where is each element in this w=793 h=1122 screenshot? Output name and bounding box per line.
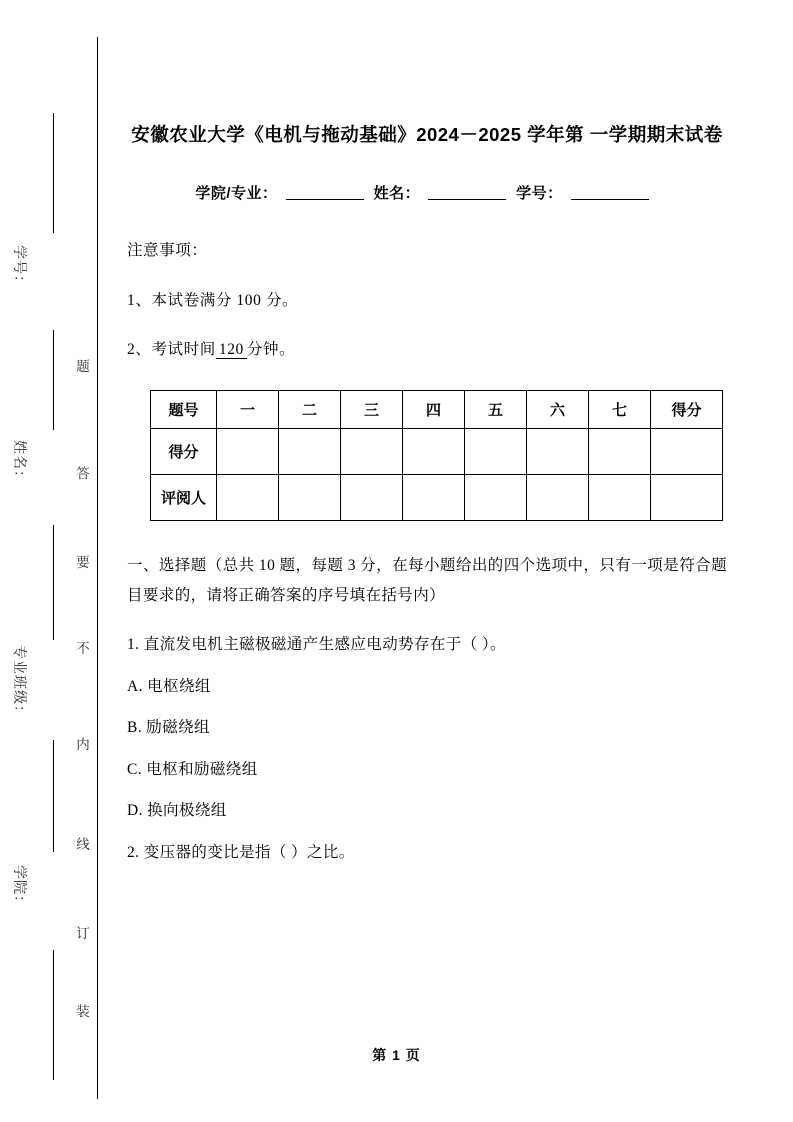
page-title-line-1: 安徽农业大学《电机与拖动基础》2024－2025 学年第 bbox=[131, 124, 585, 145]
score-entry-total-cell[interactable] bbox=[651, 428, 723, 474]
reviewer-entry-cell[interactable] bbox=[465, 474, 527, 520]
page-footer: 第 1 页 bbox=[372, 1047, 421, 1063]
question-1-option-b[interactable]: B. 励磁绕组 bbox=[127, 719, 210, 737]
score-entry-cell[interactable] bbox=[403, 428, 465, 474]
student-info-fields bbox=[127, 182, 727, 203]
question-1: 1. 直流发电机主磁极磁通产生感应电动势存在于（ ）。 bbox=[127, 636, 506, 654]
college-major-input[interactable] bbox=[286, 199, 364, 200]
score-entry-cell[interactable] bbox=[589, 428, 651, 474]
score-entry-cell[interactable] bbox=[217, 428, 279, 474]
question-2: 2. 变压器的变比是指（ ）之比。 bbox=[127, 843, 355, 861]
seal-outer-rule-segment-2 bbox=[53, 330, 54, 430]
reviewer-entry-cell[interactable] bbox=[341, 474, 403, 520]
reviewer-entry-cell[interactable] bbox=[403, 474, 465, 520]
college-major-label: 学院/专业： bbox=[195, 185, 278, 203]
exam-paper-body bbox=[127, 0, 727, 860]
name-input[interactable] bbox=[428, 199, 506, 200]
exam-duration-value: 120 bbox=[216, 341, 247, 359]
question-1-option-d[interactable]: D. 换向极绕组 bbox=[127, 802, 227, 820]
question-1-option-a[interactable]: A. 电枢绕组 bbox=[127, 677, 211, 695]
score-table-cell: 六 bbox=[527, 390, 589, 428]
seal-label-student-id: 学号： bbox=[11, 245, 26, 290]
score-table-row-label: 得分 bbox=[151, 428, 217, 474]
seal-label-class: 专业班级： bbox=[11, 645, 26, 720]
notes-item-1: 1、本试卷满分 100 分。 bbox=[127, 291, 299, 309]
score-table-cell: 七 bbox=[589, 390, 651, 428]
score-table-cell: 四 bbox=[403, 390, 465, 428]
section-one-heading: 一、选择题（总共 10 题，每题 3 分，在每小题给出的四个选项中，只有一项是符合题目要求的，请将正确答案的序号填在括号内） bbox=[127, 556, 727, 604]
notes-item-2 bbox=[127, 342, 727, 358]
student-id-label: 学号： bbox=[516, 185, 563, 203]
seal-char-bu: 不 bbox=[76, 641, 90, 656]
seal-char-yao: 要 bbox=[76, 555, 90, 570]
score-table bbox=[150, 390, 723, 521]
seal-outer-rule-segment-3 bbox=[53, 525, 54, 640]
table-row bbox=[151, 428, 723, 474]
seal-label-name: 姓名： bbox=[11, 440, 26, 485]
notes-item-2-suffix: 分钟。 bbox=[246, 341, 296, 359]
score-table-cell: 一 bbox=[217, 390, 279, 428]
question-1-option-c[interactable]: C. 电枢和励磁绕组 bbox=[127, 760, 258, 778]
student-id-input[interactable] bbox=[571, 199, 649, 200]
seal-char-nei: 内 bbox=[76, 737, 90, 752]
seal-outer-rule-segment-1 bbox=[53, 113, 54, 233]
reviewer-entry-cell[interactable] bbox=[279, 474, 341, 520]
seal-outer-rule-segment-4 bbox=[53, 740, 54, 852]
score-entry-cell[interactable] bbox=[341, 428, 403, 474]
score-table-row-label: 题号 bbox=[151, 390, 217, 428]
sealing-line-margin bbox=[0, 0, 110, 1122]
score-table-cell: 五 bbox=[465, 390, 527, 428]
reviewer-entry-cell[interactable] bbox=[527, 474, 589, 520]
table-row bbox=[151, 390, 723, 428]
table-row bbox=[151, 474, 723, 520]
score-table-cell: 三 bbox=[341, 390, 403, 428]
name-label: 姓名： bbox=[373, 185, 421, 203]
score-table-row-label: 评阅人 bbox=[151, 474, 217, 520]
reviewer-entry-cell[interactable] bbox=[589, 474, 651, 520]
page-title-line-2: 一学期期末试卷 bbox=[589, 124, 723, 145]
score-entry-cell[interactable] bbox=[527, 428, 589, 474]
seal-label-college: 学院： bbox=[11, 865, 26, 910]
seal-char-xian: 线 bbox=[76, 837, 90, 852]
score-table-total-header: 得分 bbox=[651, 390, 723, 428]
reviewer-entry-cell[interactable] bbox=[217, 474, 279, 520]
seal-char-zhuang: 装 bbox=[76, 1004, 90, 1019]
reviewer-entry-total-cell[interactable] bbox=[651, 474, 723, 520]
score-entry-cell[interactable] bbox=[465, 428, 527, 474]
seal-char-ding: 订 bbox=[76, 926, 90, 941]
notes-heading: 注意事项： bbox=[127, 242, 208, 260]
seal-inner-vertical-rule bbox=[97, 37, 98, 1099]
score-entry-cell[interactable] bbox=[279, 428, 341, 474]
score-table-cell: 二 bbox=[279, 390, 341, 428]
seal-char-da: 答 bbox=[76, 466, 90, 481]
notes-item-2-prefix: 2、考试时间 bbox=[127, 341, 216, 359]
seal-char-ti: 题 bbox=[76, 359, 90, 374]
page-title bbox=[127, 0, 727, 152]
